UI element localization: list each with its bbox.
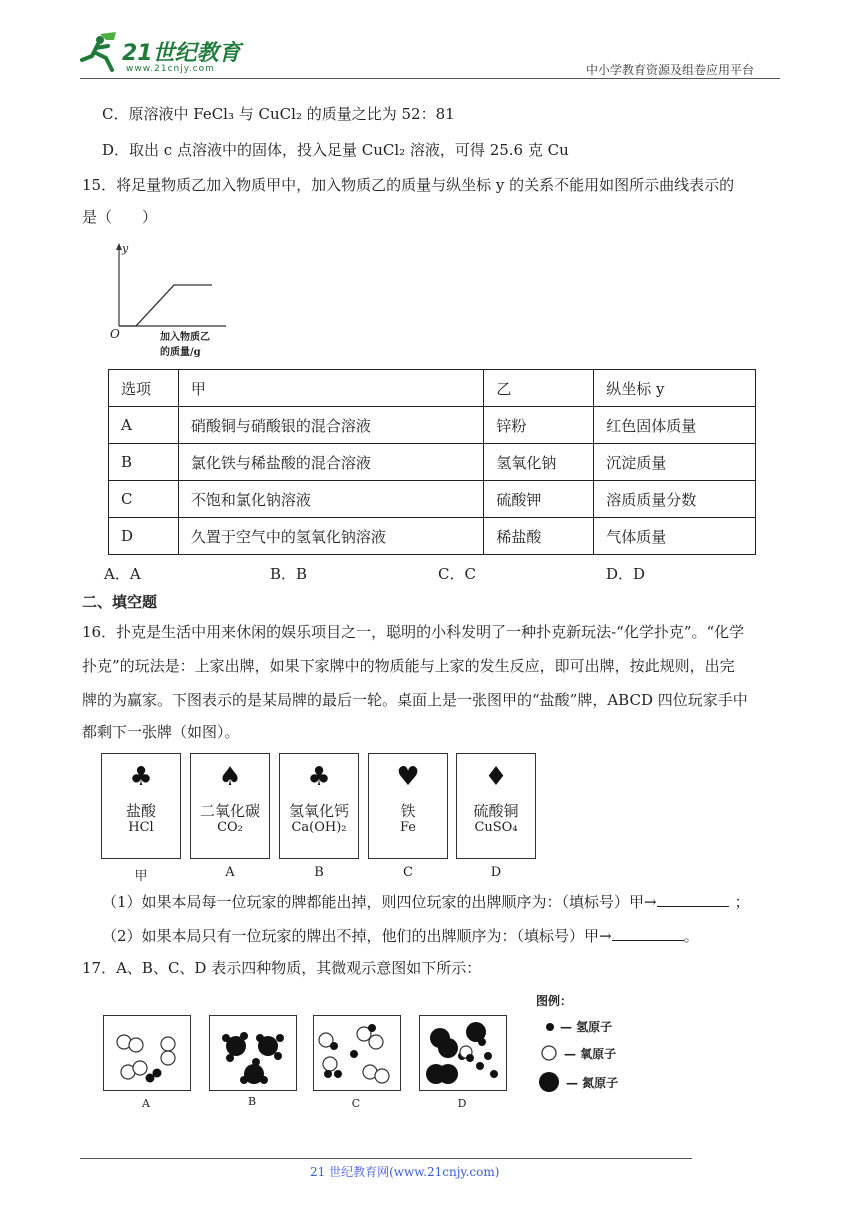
q15-graph xyxy=(104,240,234,360)
q16-sub1 xyxy=(102,892,750,912)
table-row xyxy=(109,407,756,444)
q15-graph-xlabel-1: 加入物质乙 xyxy=(160,332,210,343)
logo-url: www.21cnjy.com xyxy=(126,64,215,74)
header-divider xyxy=(80,78,780,79)
card-co2 xyxy=(190,753,270,859)
table-cell: 氢氧化钠 xyxy=(484,444,594,481)
nitrogen-atom-icon xyxy=(538,1071,560,1093)
q15-choice-b: B．B xyxy=(270,565,308,583)
answer-blank-2[interactable] xyxy=(612,926,684,941)
oxygen-atom-icon xyxy=(540,1044,558,1062)
diamond-suit-icon: ♦ xyxy=(484,762,508,792)
q15-choice-c: C．C xyxy=(438,565,476,583)
q16-sub2 xyxy=(102,926,699,946)
box-label: C xyxy=(351,1097,361,1110)
q16-sub2-end: 。 xyxy=(683,927,699,945)
molecule-box-d xyxy=(419,1015,507,1091)
q14-option-c: C．原溶液中 FeCl₃ 与 CuCl₂ 的质量之比为 52：81 xyxy=(102,105,455,123)
box-label: D xyxy=(457,1097,467,1110)
card-name: 氢氧化钙 xyxy=(288,802,349,820)
card-caption: C xyxy=(403,865,413,880)
q16-line-3: 牌的为赢家。下图表示的是某局牌的最后一轮。桌面上是一张图甲的“盐酸”牌，ABCD 四位玩家手中 xyxy=(82,691,748,709)
legend-item: — 氢原子 xyxy=(560,1020,613,1034)
table-cell: 锌粉 xyxy=(484,407,594,444)
table-cell: 久置于空气中的氢氧化钠溶液 xyxy=(178,518,483,555)
card-formula: HCl xyxy=(128,820,154,835)
table-cell: A xyxy=(109,407,179,444)
heart-suit-icon: ♥ xyxy=(396,762,420,792)
table-cell: 沉淀质量 xyxy=(594,444,756,481)
q16-line-4: 都剩下一张牌（如图）。 xyxy=(82,723,240,741)
spade-suit-icon: ♠ xyxy=(218,762,242,792)
table-header-cell: 选项 xyxy=(109,370,179,407)
table-cell: 硝酸铜与硝酸银的混合溶液 xyxy=(178,407,483,444)
header-logo xyxy=(78,28,248,78)
table-cell: 硫酸钾 xyxy=(484,481,594,518)
table-cell: C xyxy=(109,481,179,518)
card-name: 硫酸铜 xyxy=(473,802,519,820)
table-header-row xyxy=(109,370,756,407)
q17-stem: 17．A、B、C、D 表示四种物质，其微观示意图如下所示： xyxy=(82,959,482,977)
card-formula: CuSO₄ xyxy=(474,820,518,835)
table-cell: 稀盐酸 xyxy=(484,518,594,555)
q15-graph-xlabel-2: 的质量/g xyxy=(160,347,201,358)
card-caoh2 xyxy=(279,753,359,859)
q16-sub1-text: （1）如果本局每一位玩家的牌都能出掉，则四位玩家的出牌顺序为：（填标号）甲→ xyxy=(102,893,657,911)
q16-line-1: 16．扑克是生活中用来休闲的娱乐项目之一，聪明的小科发明了一种扑克新玩法-“化学扑克”。“化学 xyxy=(82,623,745,641)
card-caption: D xyxy=(490,865,502,880)
table-header-cell: 纵坐标 y xyxy=(594,370,756,407)
q16-sub1-end: ； xyxy=(734,893,750,911)
q15-options-table xyxy=(108,369,756,555)
molecule-box-c xyxy=(313,1015,401,1091)
footer-divider xyxy=(80,1158,692,1159)
table-header-cell: 乙 xyxy=(484,370,594,407)
q15-stem-line1: 15．将足量物质乙加入物质甲中，加入物质乙的质量与纵坐标 y 的关系不能用如图所示曲线表示的 xyxy=(82,176,735,194)
card-formula: Ca(OH)₂ xyxy=(291,820,347,835)
card-caption: B xyxy=(314,865,324,880)
molecules-c-diagram xyxy=(314,1016,400,1090)
footer-text: 21 世纪教育网(www.21cnjy.com) xyxy=(310,1165,500,1179)
card-caption: 甲 xyxy=(134,869,148,884)
q16-line-2: 扑克”的玩法是：上家出牌，如果下家牌中的物质能与上家的发生反应，即可出牌，按此规则，出完 xyxy=(82,657,735,675)
card-formula: Fe xyxy=(399,820,416,835)
card-name: 盐酸 xyxy=(125,802,156,820)
card-name: 铁 xyxy=(400,802,416,820)
molecules-d-diagram xyxy=(420,1016,506,1090)
card-caption: A xyxy=(225,865,235,880)
table-row xyxy=(109,444,756,481)
q16-sub2-text: （2）如果本局只有一位玩家的牌出不掉，他们的出牌顺序为：（填标号）甲→ xyxy=(102,927,612,945)
q14-option-d: D．取出 c 点溶液中的固体，投入足量 CuCl₂ 溶液，可得 25.6 克 Cu xyxy=(102,141,569,159)
hydrogen-atom-icon xyxy=(544,1021,556,1033)
box-label: B xyxy=(247,1095,257,1108)
q15-graph-ylabel: y xyxy=(122,242,129,255)
table-cell: 红色固体质量 xyxy=(594,407,756,444)
molecule-box-b xyxy=(209,1015,297,1091)
table-cell: D xyxy=(109,518,179,555)
logo-text: 21世纪教育 xyxy=(122,41,241,66)
table-row xyxy=(109,518,756,555)
molecule-box-a xyxy=(103,1015,191,1091)
legend xyxy=(536,992,656,1092)
card-fe xyxy=(368,753,448,859)
table-cell: 不饱和氯化钠溶液 xyxy=(178,481,483,518)
q15-choice-a: A．A xyxy=(104,565,141,583)
club-suit-icon: ♣ xyxy=(129,762,153,792)
card-cuso4 xyxy=(456,753,536,859)
card-hcl xyxy=(101,753,181,859)
q15-stem-line2: 是（ ） xyxy=(82,208,158,226)
table-cell: 气体质量 xyxy=(594,518,756,555)
answer-blank-1[interactable] xyxy=(657,892,729,907)
table-cell: 溶质质量分数 xyxy=(594,481,756,518)
card-name: 二氧化碳 xyxy=(199,802,260,820)
molecules-b-diagram xyxy=(210,1016,296,1090)
card-formula: CO₂ xyxy=(217,820,243,835)
table-row xyxy=(109,481,756,518)
club-suit-icon: ♣ xyxy=(307,762,331,792)
section-title: 二、填空题 xyxy=(82,593,158,611)
q15-choice-d: D．D xyxy=(606,565,646,583)
q15-graph-origin: O xyxy=(110,327,120,341)
table-header-cell: 甲 xyxy=(178,370,483,407)
runner-logo-icon xyxy=(78,30,128,74)
legend-item: — 氧原子 xyxy=(564,1047,617,1061)
header-platform-text: 中小学教育资源及组卷应用平台 xyxy=(586,63,755,77)
table-cell: 氯化铁与稀盐酸的混合溶液 xyxy=(178,444,483,481)
legend-item: — 氮原子 xyxy=(566,1076,619,1090)
molecules-a-diagram xyxy=(104,1016,190,1090)
legend-title: 图例： xyxy=(536,994,573,1008)
box-label: A xyxy=(142,1097,150,1110)
table-cell: B xyxy=(109,444,179,481)
